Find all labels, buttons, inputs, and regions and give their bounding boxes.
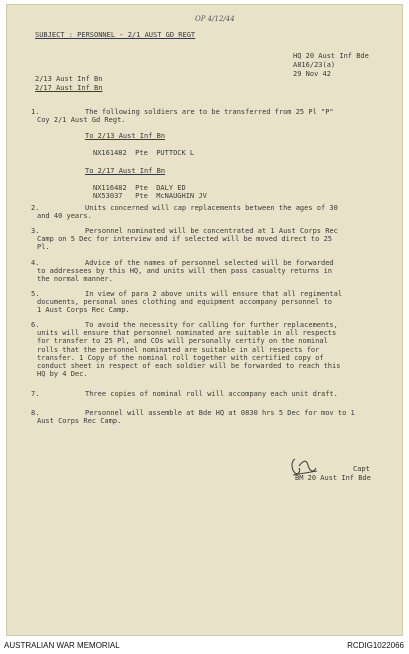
footer-bar: [0, 637, 409, 654]
para-1-text: The following soldiers are to be transferred from 25 Pl "P" Coy 2/1 Aust Gd Regt.: [37, 108, 334, 125]
para-5-number: 5.: [31, 290, 40, 298]
para-5-text: In view of para 2 above units will ensure that all regimental documents, personal ones clothing and equipment accompany personnel to 1 Aust Corps Rec Camp.: [37, 290, 343, 315]
soldier-row: NX161482 Pte PUTTOCK L: [93, 149, 195, 157]
para-2-text: Units concerned will cap replacements between the ages of 30 and 40 years.: [37, 204, 338, 221]
para-8-text: Personnel will assemble at Bde HQ at 0830 hrs 5 Dec for mov to 1 Aust Corps Rec Camp.: [37, 409, 355, 426]
para-1-to-b: To 2/17 Aust Inf Bn: [85, 167, 166, 175]
footer-source: AUSTRALIAN WAR MEMORIAL: [4, 641, 120, 650]
handwritten-annotation: OP 4/12/44: [195, 15, 235, 23]
para-3-text: Personnel nominated will be concentrated at 1 Aust Corps Rec Camp on 5 Dec for interview and if selected will be moved direct to 25 Pl.: [37, 227, 338, 252]
soldier-row: NX53037 Pte McNAUGHIN JV: [93, 192, 207, 200]
document-date: 29 Nov 42: [293, 70, 331, 78]
signature-rank: Capt: [353, 465, 370, 473]
soldier-row: NX116482 Pte DALY ED: [93, 184, 186, 192]
subject-line: SUBJECT : PERSONNEL - 2/1 AUST GD REGT: [35, 31, 196, 39]
para-7-number: 7.: [31, 390, 40, 398]
para-1-number: 1.: [31, 108, 40, 116]
addressee-2: 2/17 Aust Inf Bn: [35, 84, 103, 92]
para-8-number: 8.: [31, 409, 40, 417]
para-4-text: Advice of the names of personnel selected will be forwarded to addressees by this HQ, and units will then pass casualty returns in the normal manner.: [37, 259, 334, 284]
para-1-to-a: To 2/13 Aust Inf Bn: [85, 132, 166, 140]
reference-number: A816/23(a): [293, 61, 336, 69]
footer-record-id: RCDIG1022066: [347, 641, 404, 650]
para-6-text: To avoid the necessity for calling for further replacements, units will ensure that personnel nominated are suitable in all respects for transfer to 25 Pl, and COs will personally certify on the nominal rolls that the personnel nominated are suitable in all respects for transfer. 1 Copy of the nominal roll together with certified copy of conduct sheet in respect of each soldier will be forwarded to reach this HQ by 4 Dec.: [37, 321, 341, 379]
addressee-1: 2/13 Aust Inf Bn: [35, 75, 103, 83]
from-hq: HQ 20 Aust Inf Bde: [293, 52, 369, 60]
para-4-number: 4.: [31, 259, 40, 267]
signature-unit: BM 20 Aust Inf Bde: [295, 474, 371, 482]
para-7-text: Three copies of nominal roll will accompany each unit draft.: [85, 390, 338, 398]
document-sheet: [6, 4, 403, 636]
para-2-number: 2.: [31, 204, 40, 212]
para-6-number: 6.: [31, 321, 40, 329]
para-3-number: 3.: [31, 227, 40, 235]
